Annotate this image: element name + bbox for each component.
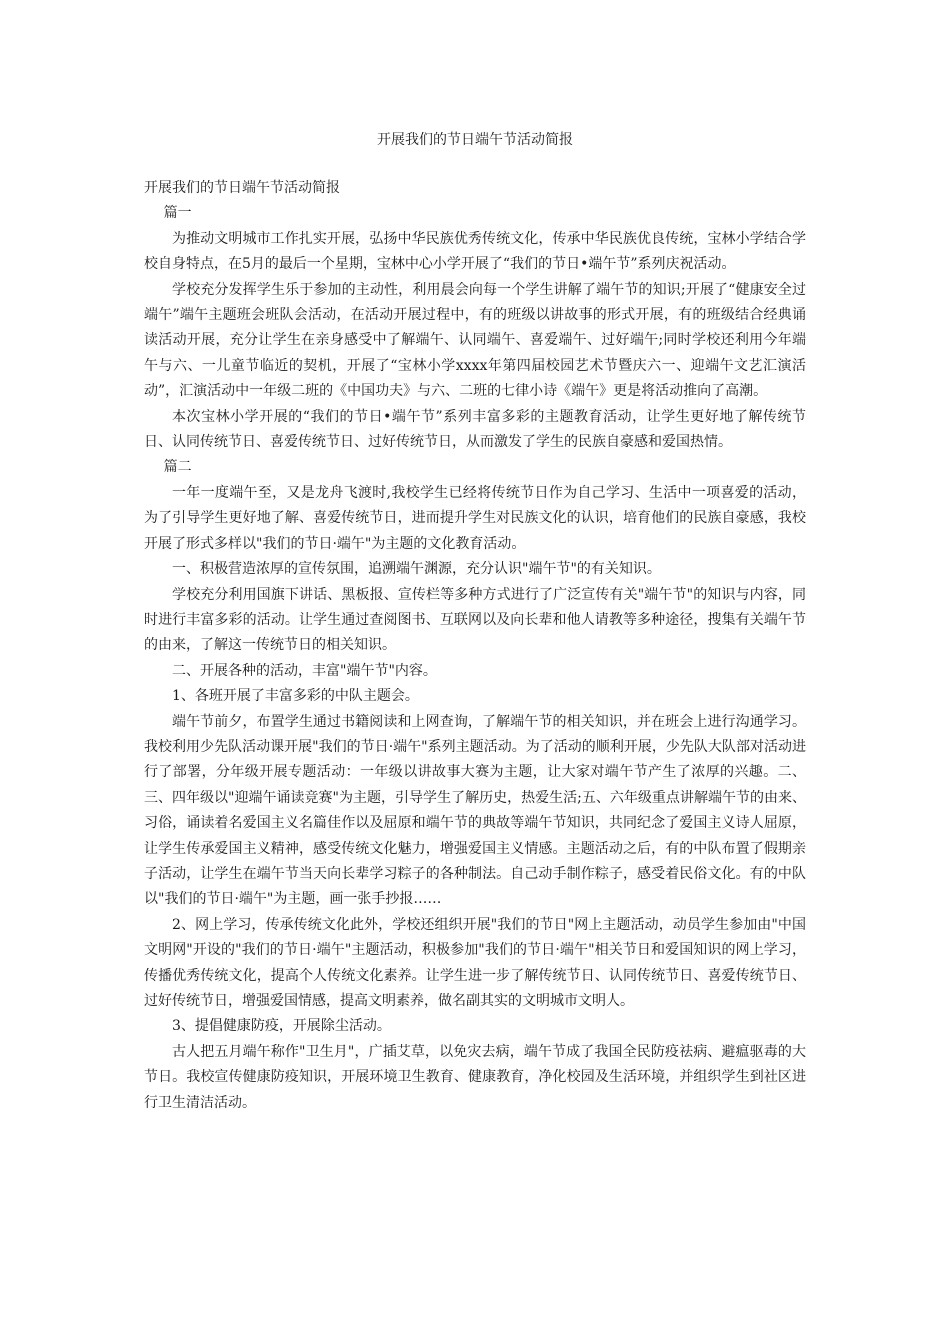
paragraph: 学校充分发挥学生乐于参加的主动性，利用晨会向每一个学生讲解了端午节的知识;开展了“健康安全过端午”端午主题班会班队会活动，在活动开展过程中，有的班级以讲故事的形式开展，有的班级结合经典诵读活动开展，充分让学生在亲身感受中了解端午、认同端午、喜爱端午、过好端午;同时学校还利用今年端午与六、一儿童节临近的契机，开展了“宝林小学xxxx年第四届校园艺术节暨庆六一、迎端午文艺汇演活动”，汇演活动中一年级二班的《中国功夫》与六、二班的七律小诗《端午》更是将活动推向了高潮。 [144, 281, 806, 400]
paragraph: 学校充分利用国旗下讲话、黑板报、宣传栏等多种方式进行了广泛宣传有关"端午节"的知识与内容，同时进行丰富多彩的活动。让学生通过查阅图书、互联网以及向长辈和他人请教等多种途径，搜集有关端午节的由来，了解这一传统节日的相关知识。 [144, 586, 806, 654]
subheading: 3、提倡健康防疫，开展除尘活动。 [172, 1018, 391, 1035]
paragraph: 端午节前夕，布置学生通过书籍阅读和上网查询，了解端午节的相关知识，并在班会上进行沟通学习。我校利用少先队活动课开展"我们的节日·端午"系列主题活动。为了活动的顺利开展，少先队大队部对活动进行了部署，分年级开展专题活动：一年级以讲故事大赛为主题，让大家对端午节产生了浓厚的兴趣。二、三、四年级以"迎端午诵读竞赛"为主题，引导学生了解历史，热爱生活;五、六年级重点讲解端午节的由来、习俗，诵读着名爱国主义名篇佳作以及屈原和端午节的典故等端午节知识，共同纪念了爱国主义诗人屈原，让学生传承爱国主义精神，感受传统文化魅力，增强爱国主义情感。主题活动之后，有的中队布置了假期亲子活动，让学生在端午节当天向长辈学习粽子的各种制法。自己动手制作粽子，感受着民俗文化。有的中队以"我们的节日·端午"为主题，画一张手抄报…… [144, 713, 806, 908]
subheading: 1、各班开展了丰富多彩的中队主题会。 [172, 688, 419, 705]
paragraph: 本次宝林小学开展的“我们的节日•端午节”系列丰富多彩的主题教育活动，让学生更好地了解传统节日、认同传统节日、喜爱传统节日、过好传统节日，从而激发了学生的民族自豪感和爱国热情。 [144, 408, 806, 451]
paragraph: 为推动文明城市工作扎实开展，弘扬中华民族优秀传统文化，传承中华民族优良传统，宝林小学结合学校自身特点，在5月的最后一个星期，宝林中心小学开展了“我们的节日•端午节”系列庆祝活动。 [144, 230, 806, 273]
subheading: 一、积极营造浓厚的宣传氛围，追溯端午渊源，充分认识"端午节"的有关知识。 [172, 561, 661, 578]
doc-heading: 开展我们的节日端午节活动简报 [144, 180, 340, 196]
paragraph: 一年一度端午至，又是龙舟飞渡时,我校学生已经将传统节日作为自己学习、生活中一项喜爱的活动，为了引导学生更好地了解、喜爱传统节日，进而提升学生对民族文化的认识，培育他们的民族自豪感，我校开展了形式多样以"我们的节日·端午"为主题的文化教育活动。 [144, 484, 806, 552]
document-body [144, 176, 806, 1116]
paragraph: 2、网上学习，传承传统文化此外，学校还组织开展"我们的节日"网上主题活动，动员学生参加由"中国文明网"开设的"我们的节日·端午"主题活动，积极参加"我们的节日·端午"相关节日和爱国知识的网上学习，传播优秀传统文化，提高个人传统文化素养。让学生进一步了解传统节日、认同传统节日、喜爱传统节日、过好传统节日，增强爱国情感，提高文明素养，做名副其实的文明城市文明人。 [144, 916, 806, 1009]
section-label: 篇一 [163, 205, 192, 222]
subheading: 二、开展各种的活动，丰富"端午节"内容。 [172, 662, 437, 679]
page-title: 开展我们的节日端午节活动简报 [377, 132, 573, 148]
section-label: 篇二 [163, 459, 192, 476]
paragraph: 古人把五月端午称作"卫生月"，广插艾草，以免灾去病，端午节成了我国全民防疫祛病、避瘟驱毒的大节日。我校宣传健康防疫知识，开展环境卫生教育、健康教育，净化校园及生活环境，并组织学生到社区进行卫生清洁活动。 [144, 1043, 806, 1111]
